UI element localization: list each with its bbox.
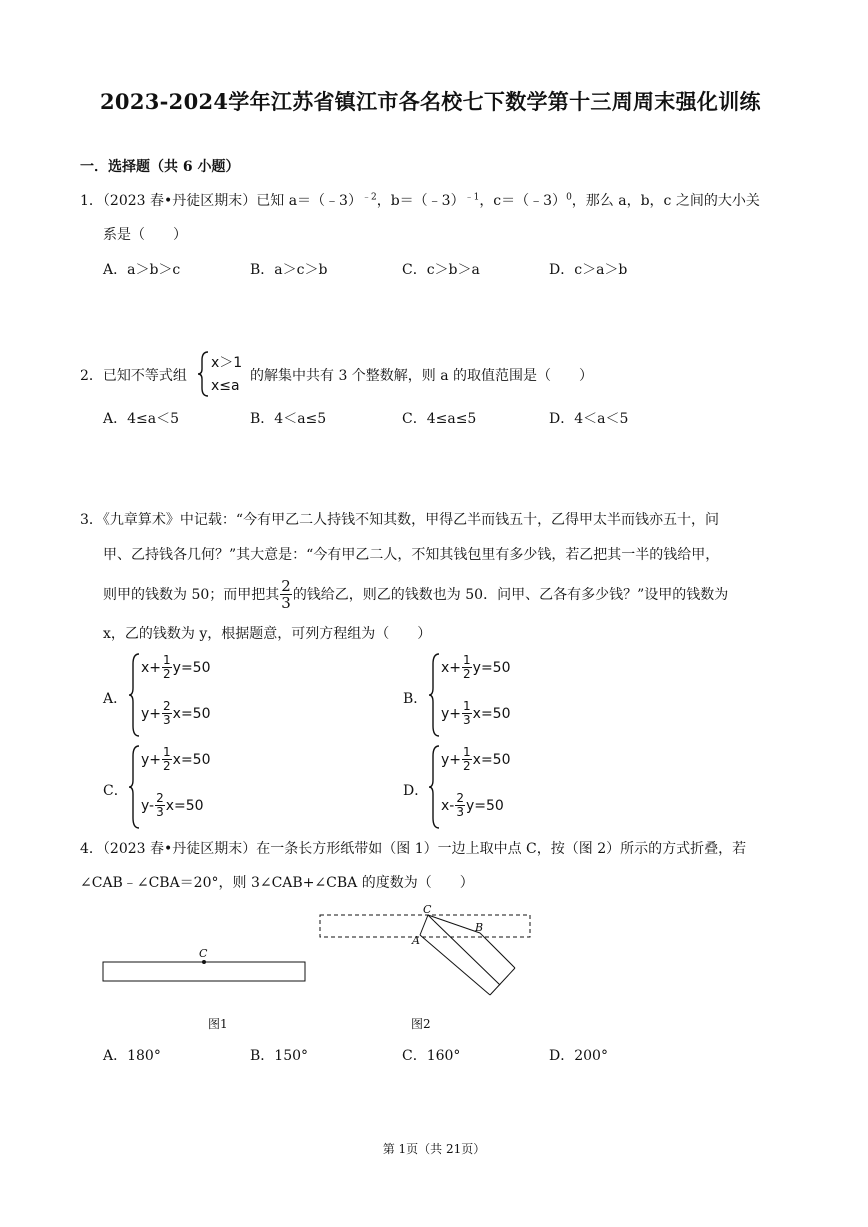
eq-term: y+ xyxy=(141,751,162,768)
q2-system-top: x＞1 xyxy=(211,355,243,371)
q2-option-a[interactable]: A．4≤a＜5 xyxy=(103,411,180,427)
q3-option-c-eq-2 xyxy=(141,792,204,819)
q4-option-a[interactable]: A．180° xyxy=(103,1048,161,1064)
q3-option-c-label: C． xyxy=(103,783,128,799)
q4-option-c[interactable]: C．160° xyxy=(402,1048,461,1064)
q1-text-a: 1．（2023 春•丹徒区期末）已知 xyxy=(80,193,289,209)
q1-text-b: a＝（﹣3） xyxy=(288,193,362,209)
q3-option-c[interactable] xyxy=(103,742,303,832)
q3-option-b-brace xyxy=(427,652,441,738)
q3-option-c-brace xyxy=(127,744,141,830)
q1-text-d: ，c＝（﹣3） xyxy=(479,193,567,209)
q4-option-b[interactable]: B．150° xyxy=(250,1048,309,1064)
q3-fraction xyxy=(280,578,292,611)
eq-term: y+ xyxy=(441,705,462,722)
q3-option-c-eq-1 xyxy=(141,746,211,773)
q3-option-a-brace xyxy=(127,652,141,738)
q1-text-c: ，b＝（﹣3） xyxy=(376,193,465,209)
eq-fraction xyxy=(162,746,172,773)
eq-fraction xyxy=(455,792,465,819)
page-title: 2023-2024学年江苏省镇江市各名校七下数学第十三周周末强化训练 xyxy=(100,89,761,114)
q4-line-1: 4．（2023 春•丹徒区期末）在一条长方形纸带如（图 1）一边上取中点 C，按（图 2）所示的方式折叠，若 xyxy=(80,841,747,857)
fig1-caption: 图1 xyxy=(208,1017,228,1031)
figure-2 xyxy=(310,905,540,1005)
question-1-line-1 xyxy=(80,191,760,211)
page-footer: 第 1页（共 21页） xyxy=(382,1142,486,1156)
q3-line-4: x，乙的钱数为 y，根据题意，可列方程组为（ ） xyxy=(103,626,432,642)
q4-line-2: ∠CAB﹣∠CBA＝20°，则 3∠CAB+∠CBA 的度数为（ ） xyxy=(80,875,474,891)
eq-rest: y=50 xyxy=(172,659,211,676)
fig2-point-b-label: B xyxy=(475,921,484,934)
q3-option-d-eq-1 xyxy=(441,746,511,773)
q2-option-b[interactable]: B．4＜a≤5 xyxy=(250,411,327,427)
q2-brace xyxy=(196,350,210,398)
q4-option-d[interactable]: D．200° xyxy=(549,1048,608,1064)
frac-den: 3 xyxy=(163,713,171,727)
frac-num: 1 xyxy=(163,653,171,667)
q1-exp-2: ﹣1 xyxy=(464,192,480,203)
frac-num: 1 xyxy=(463,699,471,713)
q2-suffix: 的解集中共有 3 个整数解，则 a 的取值范围是（ ） xyxy=(250,368,594,384)
q3-line-3-a: 则甲的钱数为 50；而甲把其 xyxy=(103,586,280,603)
frac-den: 2 xyxy=(463,667,471,681)
eq-rest: x=50 xyxy=(172,751,211,768)
q3-line-3 xyxy=(103,578,728,611)
fig2-point-c-label: C xyxy=(423,903,432,916)
q1-exp-3: 0 xyxy=(566,192,572,203)
q1-option-d[interactable]: D．c＞a＞b xyxy=(549,262,628,278)
eq-fraction xyxy=(462,654,472,681)
q3-frac-denominator: 3 xyxy=(281,594,291,612)
q3-option-a[interactable] xyxy=(103,650,303,740)
q3-option-d-label: D． xyxy=(403,783,429,799)
q3-option-d-eq-2 xyxy=(441,792,504,819)
q1-option-b[interactable]: B．a＞c＞b xyxy=(250,262,328,278)
q2-option-d[interactable]: D．4＜a＜5 xyxy=(549,411,629,427)
eq-term: y+ xyxy=(141,705,162,722)
q3-option-a-eq-1 xyxy=(141,654,211,681)
frac-den: 3 xyxy=(456,805,464,819)
frac-num: 2 xyxy=(156,791,164,805)
question-1-line-2: 系是（ ） xyxy=(103,227,187,243)
eq-term: y- xyxy=(141,797,155,814)
q2-prefix: 2．已知不等式组 xyxy=(80,368,187,384)
q3-option-b-eq-1 xyxy=(441,654,511,681)
eq-rest: x=50 xyxy=(472,751,511,768)
q3-option-d[interactable] xyxy=(403,742,603,832)
fig1-point-c-label: C xyxy=(199,947,208,960)
eq-rest: x=50 xyxy=(172,705,211,722)
q3-line-3-b: 的钱给乙，则乙的钱数也为 50．问甲、乙各有多少钱？”设甲的钱数为 xyxy=(292,586,729,603)
eq-rest: y=50 xyxy=(472,659,511,676)
eq-term: y+ xyxy=(441,751,462,768)
q1-exp-1: ﹣2 xyxy=(361,192,377,203)
eq-fraction xyxy=(462,746,472,773)
eq-term: x- xyxy=(441,797,455,814)
q3-option-b-eq-2 xyxy=(441,700,511,727)
q3-line-1: 3．《九章算术》中记载：“今有甲乙二人持钱不知其数，甲得乙半而钱五十，乙得甲太半而钱亦五十，问 xyxy=(80,512,720,528)
q1-option-a[interactable]: A．a＞b＞c xyxy=(103,262,181,278)
fig2-caption: 图2 xyxy=(411,1017,431,1031)
eq-rest: x=50 xyxy=(472,705,511,722)
frac-num: 1 xyxy=(463,653,471,667)
frac-den: 3 xyxy=(463,713,471,727)
eq-term: x+ xyxy=(141,659,162,676)
q3-option-b-label: B． xyxy=(403,691,428,707)
frac-den: 2 xyxy=(463,759,471,773)
eq-fraction xyxy=(162,654,172,681)
q3-option-a-eq-2 xyxy=(141,700,211,727)
q1-text-e: ，那么 a，b，c 之间的大小关 xyxy=(571,193,760,209)
eq-fraction xyxy=(155,792,165,819)
frac-den: 2 xyxy=(163,759,171,773)
eq-fraction xyxy=(162,700,172,727)
frac-den: 2 xyxy=(163,667,171,681)
eq-rest: y=50 xyxy=(465,797,504,814)
q3-frac-numerator: 2 xyxy=(281,577,291,595)
eq-fraction xyxy=(462,700,472,727)
q2-option-c[interactable]: C．4≤a≤5 xyxy=(402,411,477,427)
q3-option-a-label: A． xyxy=(103,691,128,707)
fig2-point-a-label: A xyxy=(412,934,420,947)
eq-term: x+ xyxy=(441,659,462,676)
eq-rest: x=50 xyxy=(165,797,204,814)
q3-option-d-brace xyxy=(427,744,441,830)
frac-num: 1 xyxy=(463,745,471,759)
q3-option-b[interactable] xyxy=(403,650,603,740)
q2-system-bottom: x≤a xyxy=(211,378,240,394)
frac-num: 1 xyxy=(163,745,171,759)
q3-line-2: 甲、乙持钱各几何？”其大意是：“今有甲乙二人，不知其钱包里有多少钱，若乙把其一半的钱给甲， xyxy=(103,547,720,563)
frac-num: 2 xyxy=(163,699,171,713)
q1-option-c[interactable]: C．c＞b＞a xyxy=(402,262,480,278)
section-heading: 一．选择题（共 6 小题） xyxy=(80,159,240,175)
frac-num: 2 xyxy=(456,791,464,805)
frac-den: 3 xyxy=(156,805,164,819)
